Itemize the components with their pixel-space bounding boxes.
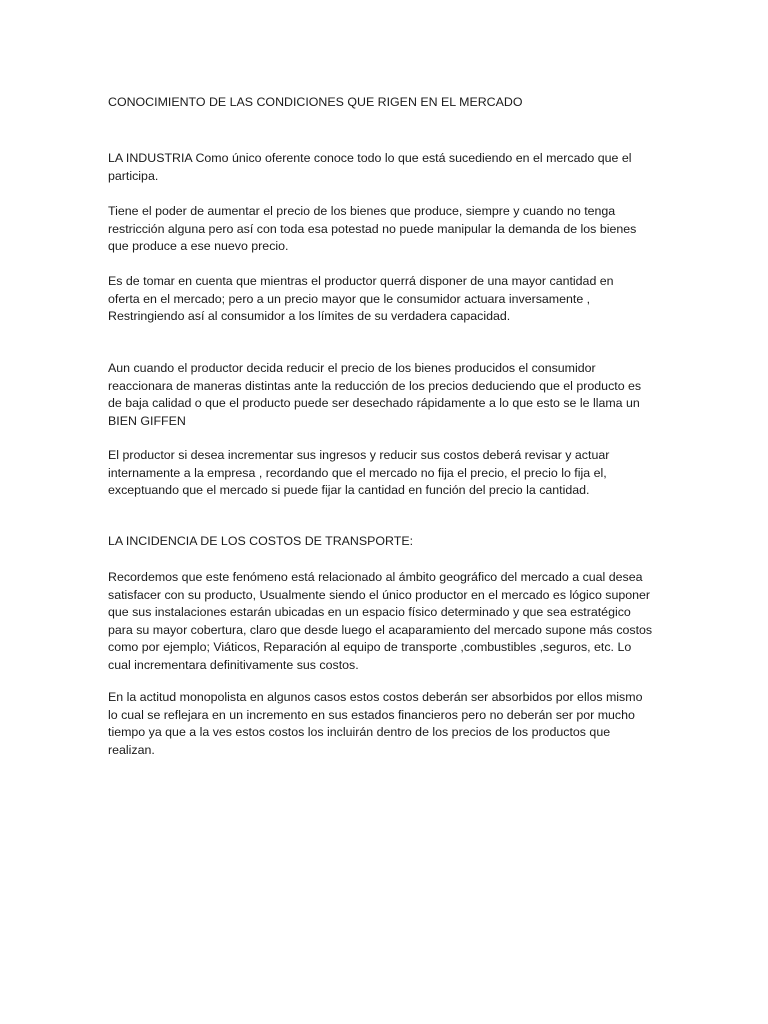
section-heading-transporte: LA INCIDENCIA DE LOS COSTOS DE TRANSPORTE: <box>108 534 414 548</box>
paragraph-bien-giffen: Aun cuando el productor decida reducir el precio de los bienes producidos el consumidor reaccionara de maneras distintas ante la reducción de los precios deduciendo que el producto es de baja calidad o que el producto puede ser desechado rápidamente a lo que esto se le llama un BIEN GIFFEN <box>108 361 642 428</box>
paragraph-actitud-monopolista: En la actitud monopolista en algunos casos estos costos deberán ser absorbidos por ellos mismo lo cual se reflejara en un incremento en sus estados financieros pero no deberán ser por mucho tiempo ya que a la ves estos costos los incluirán dentro de los precios de los productos que realizan. <box>108 690 643 757</box>
document-title: CONOCIMIENTO DE LAS CONDICIONES QUE RIGEN EN EL MERCADO <box>108 95 523 109</box>
paragraph-poder-precio: Tiene el poder de aumentar el precio de los bienes que produce, siempre y cuando no tenga restricción alguna pero así con toda esa potestad no puede manipular la demanda de los bienes que produce a ese nuevo precio. <box>108 204 637 253</box>
paragraph-ambito-geografico: Recordemos que este fenómeno está relacionado al ámbito geográfico del mercado a cual desea satisfacer con su producto, Usualmente siendo el único productor en el mercado es lógico suponer que sus instalaciones estarán ubicadas en un espacio físico determinado y que sea estratégico para su mayor cobertura, claro que desde luego el acaparamiento del mercado supone más costos como por ejemplo; Viáticos, Reparación al equipo de transporte ,combustibles ,seguros, etc. Lo cual incrementara definitivamente sus costos. <box>108 570 653 672</box>
paragraph-ingresos-costos: El productor si desea incrementar sus ingresos y reducir sus costos deberá revisar y actuar internamente a la empresa , recordando que el mercado no fija el precio, el precio lo fija el, exceptuando que el mercado si puede fijar la cantidad en función del precio la cantidad. <box>108 448 610 497</box>
paragraph-industria: LA INDUSTRIA Como único oferente conoce todo lo que está sucediendo en el mercado que el participa. <box>108 151 632 183</box>
paragraph-productor-oferta: Es de tomar en cuenta que mientras el productor querrá disponer de una mayor cantidad en oferta en el mercado; pero a un precio mayor que le consumidor actuara inversamente , Restringiendo así al consumidor a los límites de su verdadera capacidad. <box>108 274 614 323</box>
